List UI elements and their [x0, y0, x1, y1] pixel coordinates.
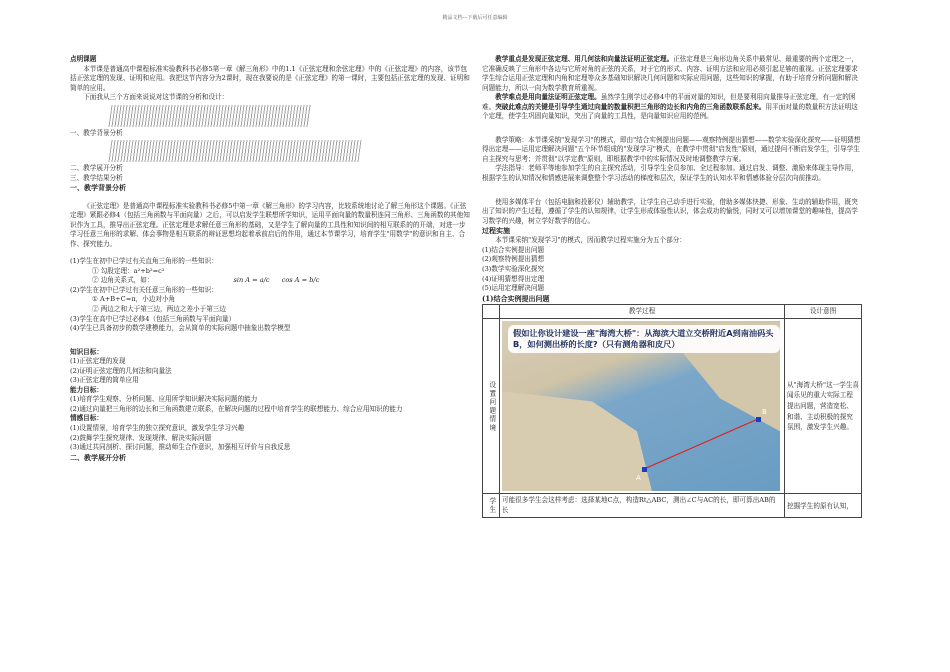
- section-title-intro: 点明课题: [70, 55, 97, 63]
- point-a-label: A: [636, 474, 641, 483]
- outline-item: 三、教学结果分析: [70, 173, 123, 182]
- goal-item: (2)证明正弦定理的几何法和向量法: [70, 366, 172, 375]
- left-column: [70, 55, 470, 463]
- goal-title-knowledge: 知识目标：: [70, 347, 103, 356]
- goal-item: (1)培育学生观察、分析问题、应用所学知识解决实际问题的能力: [70, 395, 258, 404]
- formula-cos: cos A = b/c: [281, 276, 320, 285]
- blurred-text-image-2: [108, 140, 361, 162]
- difficulty-text-2: 用平面对量的数量积方法证明这个定理，使学生巩固向量知识，突出了向量的工具性，是向量知识应用的范例。: [482, 102, 858, 121]
- outline-item: 二、教学展开分析: [70, 164, 123, 173]
- goal-item: (2)鼓舞学生探究规律、发现规律、解决实际问题: [70, 433, 212, 442]
- step-item: (4)证明猜想得出定理: [482, 274, 545, 283]
- row-label: 设置问题情境: [483, 319, 500, 494]
- student-response: 可能很多学生会这样考虑：选择某地C点，构造Rt△ABC，测出∠C与AC的长，即可算出AB的长: [500, 494, 785, 518]
- difficulty-text: 虽然学生刚学过必修4中的平面对量的知识，但是要利用向量推导正弦定理，有一定的困难。: [482, 93, 856, 111]
- goal-item: (1)设置情景，培育学生的独立探究意识，激发学生学习兴趣: [70, 424, 245, 432]
- step-title: (1)结合实例提出问题: [482, 293, 550, 303]
- difficulty-label: 教学难点是用向量法证明正弦定理。: [495, 93, 601, 102]
- outline-item: 一、教学背景分析: [70, 128, 123, 137]
- step-item: (2)观察特例提出猜想: [482, 255, 545, 264]
- row-label: 学生: [483, 494, 500, 518]
- difficulty-key: 突破此难点的关键是引导学生通过向量的数量积把三角形的边长和内角的三角函数联系起来。: [495, 102, 766, 111]
- background-paragraph: 《正弦定理》是普通高中课程标准实验教科书必修5中第一章《解三角形》的学习内容，比较系统地讨论了解三角形这个课题。《正弦定理》紧跟必修4（包括三角函数与平面向量）之后，可以启发学生联想所学知识，运用平面向量的数量积连同三角形、三角函数的其他知识作为工具，推导出正弦定理。正弦定理是求解任意三角形的基础，又是学生了解向量的工具性和知识间的相互联系的的开端，对进一步学习任意三角形的求解、体会事物是相互联系的辩证思想均起着承前启后的作用，通过本节课学习，培育学生"用数学"的意识和自主、合作、探究能力。: [70, 201, 470, 248]
- prereq-item: (3)学生在高中已学过必修4（包括三角函数与平面向量）: [70, 314, 236, 323]
- point-a-marker: [642, 467, 647, 472]
- goal-item: (2)通过向量把三角形的边长和三角函数建立联系，在解决问题的过程中培育学生的联想能力、综合应用知识的能力: [70, 404, 403, 413]
- method-paragraph: 学法指导：老师平等地参加学生的自主探究活动，引导学生全员参加、全过程参加。通过启发、调整、激励来体现主导作用，根据学生的认知情况和情感进展来调整整个学习活动的梯度和层次，保证学生的认知水平和情感体验分层次向前推动。: [482, 164, 858, 183]
- prereq-item: (4)学生已具备初步的数学建模能力，会从简单的实际问题中抽象出数学模型: [70, 324, 291, 333]
- point-b-marker: [756, 417, 761, 422]
- prereq-sub: ② 边角关系式，如：: [92, 276, 154, 285]
- media-paragraph: 使用多媒体平台（包括电脑和投影仪）辅助教学，让学生自己动手进行实验，借助多媒体快捷、形象、生动的辅助作用，既突出了知识的产生过程，遵循了学生的认知规律，让学生形成体验性认识，体会成功的愉悦，同时又可以增加课堂的趣味性，提高学习数学的兴趣，树立学好数学的信心。: [482, 197, 858, 225]
- key-point-label: 教学重点是发现正弦定理、用几何法和向量法证明正弦定理。: [495, 55, 674, 63]
- step-item: (5)运用定理解决问题: [482, 284, 545, 293]
- prereq-item: (1)学生在初中已学过有关直角三角形的一些知识：: [70, 257, 218, 266]
- goal-item: (3)正弦定理的简单应用: [70, 376, 139, 385]
- process-title: 过程实施: [482, 226, 510, 236]
- table-header: 设计意图: [785, 304, 862, 319]
- table-header: 教学过程: [500, 304, 785, 319]
- section-heading: 二、教学展开分析: [70, 452, 126, 462]
- prereq-item: (2)学生在初中已学过有关任意三角形的一些知识：: [70, 285, 218, 294]
- intro-paragraph: 本节课是普通高中课程标准实验教科书必修5第一章《解三角形》中的1.1《正弦定理和余弦定理》中的《正弦定理》的内容，该节包括正弦定理的发现、证明和应用。我把这节内容分为2课时，现在我要说的是《正弦定理》的第一课时，主要包括正弦定理的发现、证明和简单的应用。: [70, 64, 470, 92]
- step-item: (1)结合实例提出问题: [482, 245, 545, 254]
- harbor-map-image: [502, 321, 780, 491]
- process-table: [482, 304, 862, 519]
- design-intent: 从"海湾大桥"这一学生喜闻乐见的重大实际工程提出问题，营造宽松、和谐、主动积极的探究氛围，激发学生兴趣。: [785, 319, 862, 494]
- formula-sin: sin A = a/c: [233, 276, 270, 285]
- prereq-sub: ① 勾股定理：a²+b²=c²: [92, 266, 165, 275]
- blurred-text-image: [108, 105, 311, 127]
- right-column: [482, 55, 862, 518]
- key-point-text: 正弦定理是三角形边角关系中最常见、最重要的两个定理之一，它准确反映了三角形中各边与它所对角的正弦的关系，对于它的形式、内容、证明方法和应用必须引起足够的重视。正弦定理要求学生综合运用正弦定理和内角和定理等众多基础知识解决几何问题和实际应用问题，这些知识的掌握，有助于培育分析问题和解决问题能力，所以一向为数学教育所重视。: [482, 55, 858, 92]
- prereq-sub: ② 两边之和大于第三边，两边之差小于第三边: [92, 304, 226, 313]
- section-heading: 一、教学背景分析: [70, 183, 126, 193]
- point-b-label: B: [762, 408, 767, 417]
- goal-item: (1)正弦定理的发现: [70, 357, 126, 366]
- strategy-paragraph: 教学策略：本节课采纳"发现学习"的模式，即由"结合实例提出问题——观察特例提出猜想——数学实验深化探究——证明猜想得出定理——运用定理解决问题"五个环节组成的"发现学习"模式，在教学中贯彻"启发性"原则，通过提问不断启发学生，引导学生自主探究与思考；并贯彻"以学定教"原则，即根据教学中的实际情况及时地调整教学方案。: [482, 135, 861, 163]
- prereq-sub: ① A+B+C=π，小边对小角: [92, 295, 176, 304]
- page-header: 精品文档---下载后可任意编辑: [442, 15, 508, 21]
- problem-bubble: 假如让你设计建设一座"海湾大桥"：从海滨大道立交桥附近A到南油码头B，如何测出桥的长度?（只有测角器和皮尺）: [508, 325, 780, 353]
- goal-title-emotion: 情感目标：: [70, 414, 103, 423]
- goal-item: (3)通过共同剖析、探讨问题，推动师生合作意识，加强相互评价与自我反思: [70, 443, 291, 452]
- intro-paragraph-2: 下面我从三个方面来说说对这节课的分析和设计：: [83, 93, 229, 102]
- process-intro: 本节课采纳"发现学习"的模式，因而教学过程实施分为五个部分：: [495, 236, 686, 245]
- step-item: (3)数学实验深化探究: [482, 264, 545, 273]
- design-intent: 挖掘学生的原有认知，: [785, 494, 862, 518]
- goal-title-ability: 能力目标：: [70, 385, 103, 394]
